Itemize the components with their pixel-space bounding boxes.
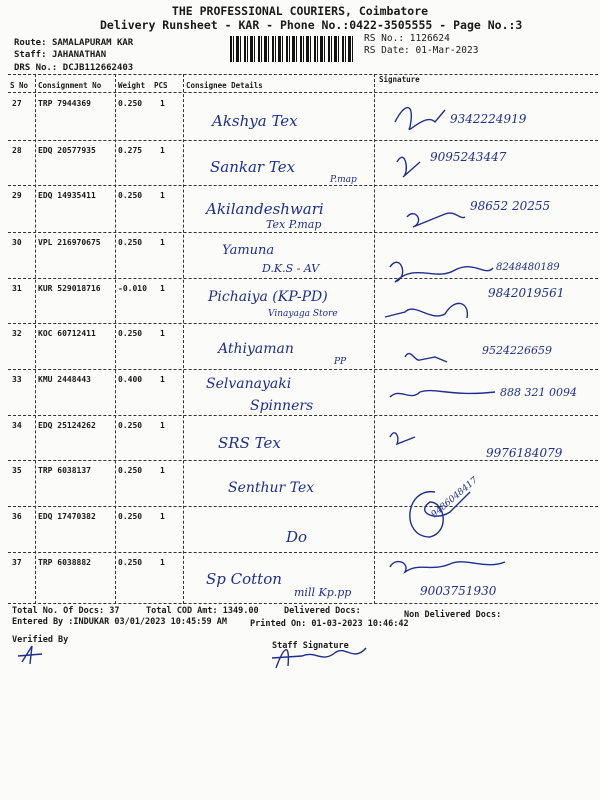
signature-scribbles: [375, 92, 597, 604]
col-weight: Weight: [118, 81, 146, 90]
row-signature-phone: 9976184079: [486, 446, 563, 460]
route-label: Route:: [14, 38, 47, 48]
row-pcs: 1: [160, 284, 165, 293]
row-pcs: 1: [160, 421, 165, 430]
total-cod-label: Total COD Amt:: [146, 606, 218, 616]
row-signature-phone: 888 321 0094: [500, 386, 577, 399]
row-weight: 0.400: [118, 375, 143, 384]
row-pcs: 1: [160, 146, 165, 155]
row-consignment: EDQ 25124262: [38, 421, 96, 430]
drs-label: DRS No.:: [14, 63, 58, 73]
row-pcs: 1: [160, 512, 165, 521]
entered-by: Entered By :INDUKAR 03/01/2023 10:45:59 AM: [12, 617, 227, 627]
table-top-rule: [8, 74, 598, 75]
row-weight: 0.250: [118, 191, 143, 200]
row-consignee: SRS Tex: [218, 434, 281, 452]
row-pcs: 1: [160, 466, 165, 475]
row-consignee-extra: Vinayaga Store: [268, 309, 338, 319]
row-sno: 27: [12, 99, 22, 108]
row-sno: 35: [12, 466, 22, 475]
row-consignee: Do: [286, 528, 308, 546]
col-consignee: Consignee Details: [186, 81, 263, 90]
row-consignee-extra: Spinners: [250, 398, 314, 414]
rs-date-value: 01-Mar-2023: [415, 45, 479, 56]
staff-line: [14, 50, 106, 60]
row-consignment: KOC 60712411: [38, 329, 96, 338]
row-consignment: EDQ 20577935: [38, 146, 96, 155]
row-pcs: 1: [160, 375, 165, 384]
row-weight: 0.250: [118, 329, 143, 338]
staff-value: JAHANATHAN: [51, 50, 107, 60]
row-signature-phone: 9486048417: [429, 475, 480, 520]
signature-scribble: [385, 303, 467, 318]
row-sno: 33: [12, 375, 22, 384]
row-consignment: KUR 529018716: [38, 284, 101, 293]
row-consignment: TRP 6038137: [38, 466, 91, 475]
total-docs-label: Total No. Of Docs:: [12, 606, 105, 616]
rs-no-line: [364, 33, 450, 44]
row-sno: 31: [12, 284, 22, 293]
row-weight: 0.250: [118, 421, 143, 430]
drs-line: [14, 63, 133, 73]
drs-value: DCJB112662403: [62, 63, 134, 73]
barcode-image: [230, 36, 356, 62]
rs-no-value: 1126624: [409, 33, 450, 44]
row-sno: 36: [12, 512, 22, 521]
row-weight: 0.250: [118, 466, 143, 475]
col-consignment: Consignment No: [38, 81, 102, 90]
delivered-docs-label: Delivered Docs:: [284, 606, 361, 616]
runsheet-subtitle: Delivery Runsheet - KAR - Phone No.:0422-3505555 - Page No.:3: [100, 18, 523, 32]
staff-label: Staff:: [14, 50, 47, 60]
row-pcs: 1: [160, 99, 165, 108]
row-weight: 0.250: [118, 99, 143, 108]
row-consignee-extra: D.K.S - AV: [262, 262, 320, 275]
route-value: SAMALAPURAM KAR: [51, 38, 134, 48]
col-sno: S No: [10, 81, 29, 90]
row-signature-phone: 9095243447: [430, 150, 507, 164]
row-signature-phone: 9842019561: [488, 286, 565, 300]
row-pcs: 1: [160, 329, 165, 338]
row-pcs: 1: [160, 238, 165, 247]
row-consignment: EDQ 17470382: [38, 512, 96, 521]
row-consignee: Senthur Tex: [228, 480, 315, 496]
rs-no-label: RS No.:: [364, 33, 405, 44]
signature-scribble: [390, 262, 493, 282]
total-cod-value: 1349.00: [222, 606, 259, 616]
row-pcs: 1: [160, 558, 165, 567]
row-sno: 28: [12, 146, 22, 155]
col-signature: Signature: [379, 75, 420, 84]
total-docs-value: 37: [109, 606, 120, 616]
row-sno: 30: [12, 238, 22, 247]
column-divider: [115, 74, 116, 604]
signature-scribble: [390, 433, 415, 444]
row-consignee-extra: Tex P.map: [266, 218, 322, 231]
verified-by-label: Verified By: [12, 635, 69, 645]
row-signature-phone: 9524226659: [482, 344, 552, 357]
signature-scribble: [407, 213, 465, 227]
total-docs: [12, 606, 120, 616]
row-consignment: TRP 6038882: [38, 558, 91, 567]
col-pcs: PCS: [154, 81, 168, 90]
row-consignee: Sankar Tex: [210, 158, 296, 176]
row-consignee: Pichaiya (KP-PD): [208, 289, 328, 305]
company-title: THE PROFESSIONAL COURIERS, Coimbatore: [171, 4, 429, 18]
row-signature-phone: 9342224919: [450, 112, 527, 126]
row-weight: -0.010: [118, 284, 147, 293]
printed-on: Printed On: 01-03-2023 10:46:42: [250, 619, 409, 629]
verified-scribble: [18, 646, 42, 664]
rs-date-line: [364, 45, 478, 56]
staff-signature-mark: [266, 638, 386, 674]
row-consignment: VPL 216970675: [38, 238, 101, 247]
row-pcs: 1: [160, 191, 165, 200]
row-consignment: TRP 7944369: [38, 99, 91, 108]
signature-scribble: [410, 492, 470, 537]
non-delivered-docs-label: Non Delivered Docs:: [404, 610, 502, 620]
row-weight: 0.275: [118, 146, 143, 155]
row-consignee-extra: P.map: [330, 175, 357, 185]
signature-scribble: [395, 108, 445, 130]
staff-scribble: [272, 648, 366, 668]
column-divider: [35, 74, 36, 604]
row-consignee: Sp Cotton: [206, 570, 282, 588]
route-line: [14, 38, 133, 48]
row-sno: 32: [12, 329, 22, 338]
row-consignee-extra: mill Kp.pp: [294, 586, 352, 599]
signature-scribble: [397, 157, 420, 177]
row-weight: 0.250: [118, 238, 143, 247]
verified-signature-mark: [14, 642, 54, 668]
signature-scribble: [405, 354, 447, 362]
row-consignment: EDQ 14935411: [38, 191, 96, 200]
row-consignee: Akilandeshwari: [206, 200, 324, 218]
signature-scribble: [390, 562, 505, 572]
row-consignment: KMU 2448443: [38, 375, 91, 384]
row-consignee: Selvanayaki: [206, 376, 292, 392]
row-consignee-extra: PP: [334, 357, 347, 367]
row-consignee: Yamuna: [222, 243, 275, 258]
row-sno: 37: [12, 558, 22, 567]
row-signature-phone: 98652 20255: [470, 199, 551, 213]
row-consignee: Akshya Tex: [212, 112, 298, 130]
row-signature-phone: 9003751930: [420, 584, 497, 598]
row-sno: 34: [12, 421, 22, 430]
row-weight: 0.250: [118, 558, 143, 567]
rs-date-label: RS Date:: [364, 45, 410, 56]
row-sno: 29: [12, 191, 22, 200]
staff-signature-label: Staff Signature: [272, 641, 349, 651]
total-cod: [146, 606, 259, 616]
row-signature-phone: 8248480189: [496, 262, 560, 273]
row-weight: 0.250: [118, 512, 143, 521]
signature-scribble: [390, 391, 495, 397]
row-consignee: Athiyaman: [218, 341, 294, 357]
column-divider: [183, 74, 184, 604]
